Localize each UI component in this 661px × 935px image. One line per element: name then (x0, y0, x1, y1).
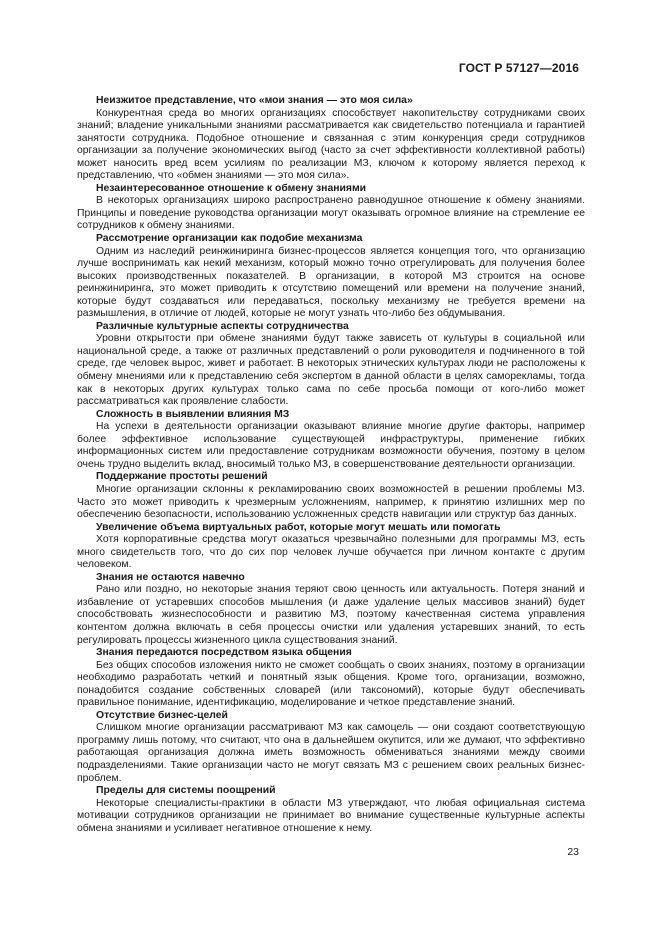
section (77, 233, 585, 321)
section (77, 522, 585, 572)
section-title: Неизжитое представление, что «мои знания — это моя сила» (96, 95, 413, 106)
section-title: Отсутствие бизнес-целей (96, 709, 228, 721)
section-title: Незаинтересованное отношение к обмену знаниями (96, 182, 367, 194)
section-text: Слишком многие организации рассматривают МЗ как самоцель — они создают соответствующую программу лишь потому, что считают, что она в дальнейшем окупится, или же думают, что эффективно работающая организация должна иметь возможность обмениваться знаниями между своими подразделениями. Такие организации часто не могут связать МЗ с решением своих реальных бизнес-проблем. (77, 722, 585, 784)
section-title: Рассмотрение организации как подобие механизма (96, 233, 363, 245)
section-text: Рано или поздно, но некоторые знания теряют свою ценность или актуальность. Потеря знаний и избавление от устаревших способов мышления (и даже удаление целых массивов знаний) будет способствовать жизнеспособности и развитию МЗ, поэтому качественная система управления контентом должна включать в себя процессы очистки или удаления устаревших знаний, то есть регулировать процессы жизненного цикла существования знаний. (77, 584, 585, 646)
section-text: Многие организации склонны к рекламированию своих возможностей в решении проблемы МЗ. Часто это может приводить к чрезмерным усложнениям, например, к принятию излишних мер по обеспечению безопасности, использованию усложненных средств навигации или структур баз данных. (77, 483, 585, 521)
section-title: Различные культурные аспекты сотрудничества (96, 320, 349, 332)
document-body (77, 95, 585, 835)
section-title: Знания не остаются навечно (96, 571, 245, 583)
section (77, 572, 585, 647)
section-text: Без общих способов изложения никто не сможет сообщать о своих знаниях, поэтому в организации необходимо разработать четкий и понятный язык общения. Кроме того, организации, возможно, понадобится создание собственных словарей (или таксономий), которые будут обеспечивать правильное понимание, идентификацию, моделирование и четкое представление знаний. (77, 659, 585, 709)
section (77, 409, 585, 472)
section (77, 647, 585, 710)
section-text: Хотя корпоративные средства могут оказаться чрезвычайно полезными для программы МЗ, есть много свидетельств того, что до сих пор человек лучше обучается при личном контакте с другим человеком. (77, 534, 585, 571)
page-number: 23 (567, 846, 579, 858)
section (77, 183, 585, 233)
document-id: ГОСТ Р 57127—2016 (458, 61, 579, 75)
section-title: Знания передаются посредством языка общения (96, 647, 352, 659)
section-text: Уровни открытости при обмене знаниями будут также зависеть от культуры в социальной или национальной среде, а также от различных представлений о роли руководителя и подчиненного в той среде, где человек вырос, живет и работает. В некоторых этнических культурах люди не расположены к обмену мнениями или к представлению себя экспертом в данной области в целях саморекламы, тогда как в некоторых других культурах только сама по себе просьба помощи от кого-либо может рассматриваться как проявление слабости. (77, 333, 585, 408)
section-text: На успехи в деятельности организации оказывают влияние многие другие факторы, например более эффективное использование существующей инфраструктуры, применение гибких информационных систем или предоставление сотрудникам возможности обучения, поэтому в целом очень трудно выделить вклад, вносимый только МЗ, в совершенствование деятельности организации. (77, 421, 585, 470)
section-text: Конкурентная среда во многих организациях способствует накопительству сотрудниками своих знаний; владение уникальными знаниями рассматривается как свидетельство потенциала и гарантией занятости сотрудника. Подобное отношение и связанная с этим конкуренция среди сотрудников организации за получение экономических выгод (часто за счет эффективности коллективной работы) может наносить вред всем усилиям по реализации МЗ, ключом к которому является переход к представлению, что «обмен знаниями — это моя сила». (77, 107, 585, 182)
section-text: В некоторых организациях широко распространено равнодушное отношение к обмену знаниями. Принципы и поведение руководства организации могут оказывать огромное влияние на стремление ее сотрудников к обмену знаниями. (77, 195, 585, 232)
section-title: Поддержание простоты решений (96, 471, 268, 483)
section (77, 710, 585, 785)
section-title: Увеличение объема виртуальных работ, которые могут мешать или помогать (96, 521, 501, 533)
section-text: Некоторые специалисты-практики в области МЗ утверждают, что любая официальная система мотивации сотрудников организации не принимает во внимание существенные культурные аспекты обмена знаниями и усиливает негативное отношение к нему. (77, 797, 585, 834)
section (77, 95, 585, 183)
section (77, 785, 585, 835)
section (77, 321, 585, 409)
section-text: Одним из наследий реинжиниринга бизнес-процессов является концепция того, что организацию лучше воспринимать как некий механизм, который можно точно отрегулировать для получения более высоких производственных показателей. В организации, в которой МЗ строится на основе реинжиниринга, это может приводить к отсутствию помещений или времени на получение знаний, которые будут создаваться или передаваться, поскольку механизму не требуется времени на размышления, в отличие от людей, которые не могут узнать что-либо без обдумывания. (77, 245, 585, 320)
section (77, 471, 585, 521)
section-title: Пределы для системы поощрений (96, 785, 276, 797)
section-title: Сложность в выявлении влияния МЗ (96, 408, 290, 420)
